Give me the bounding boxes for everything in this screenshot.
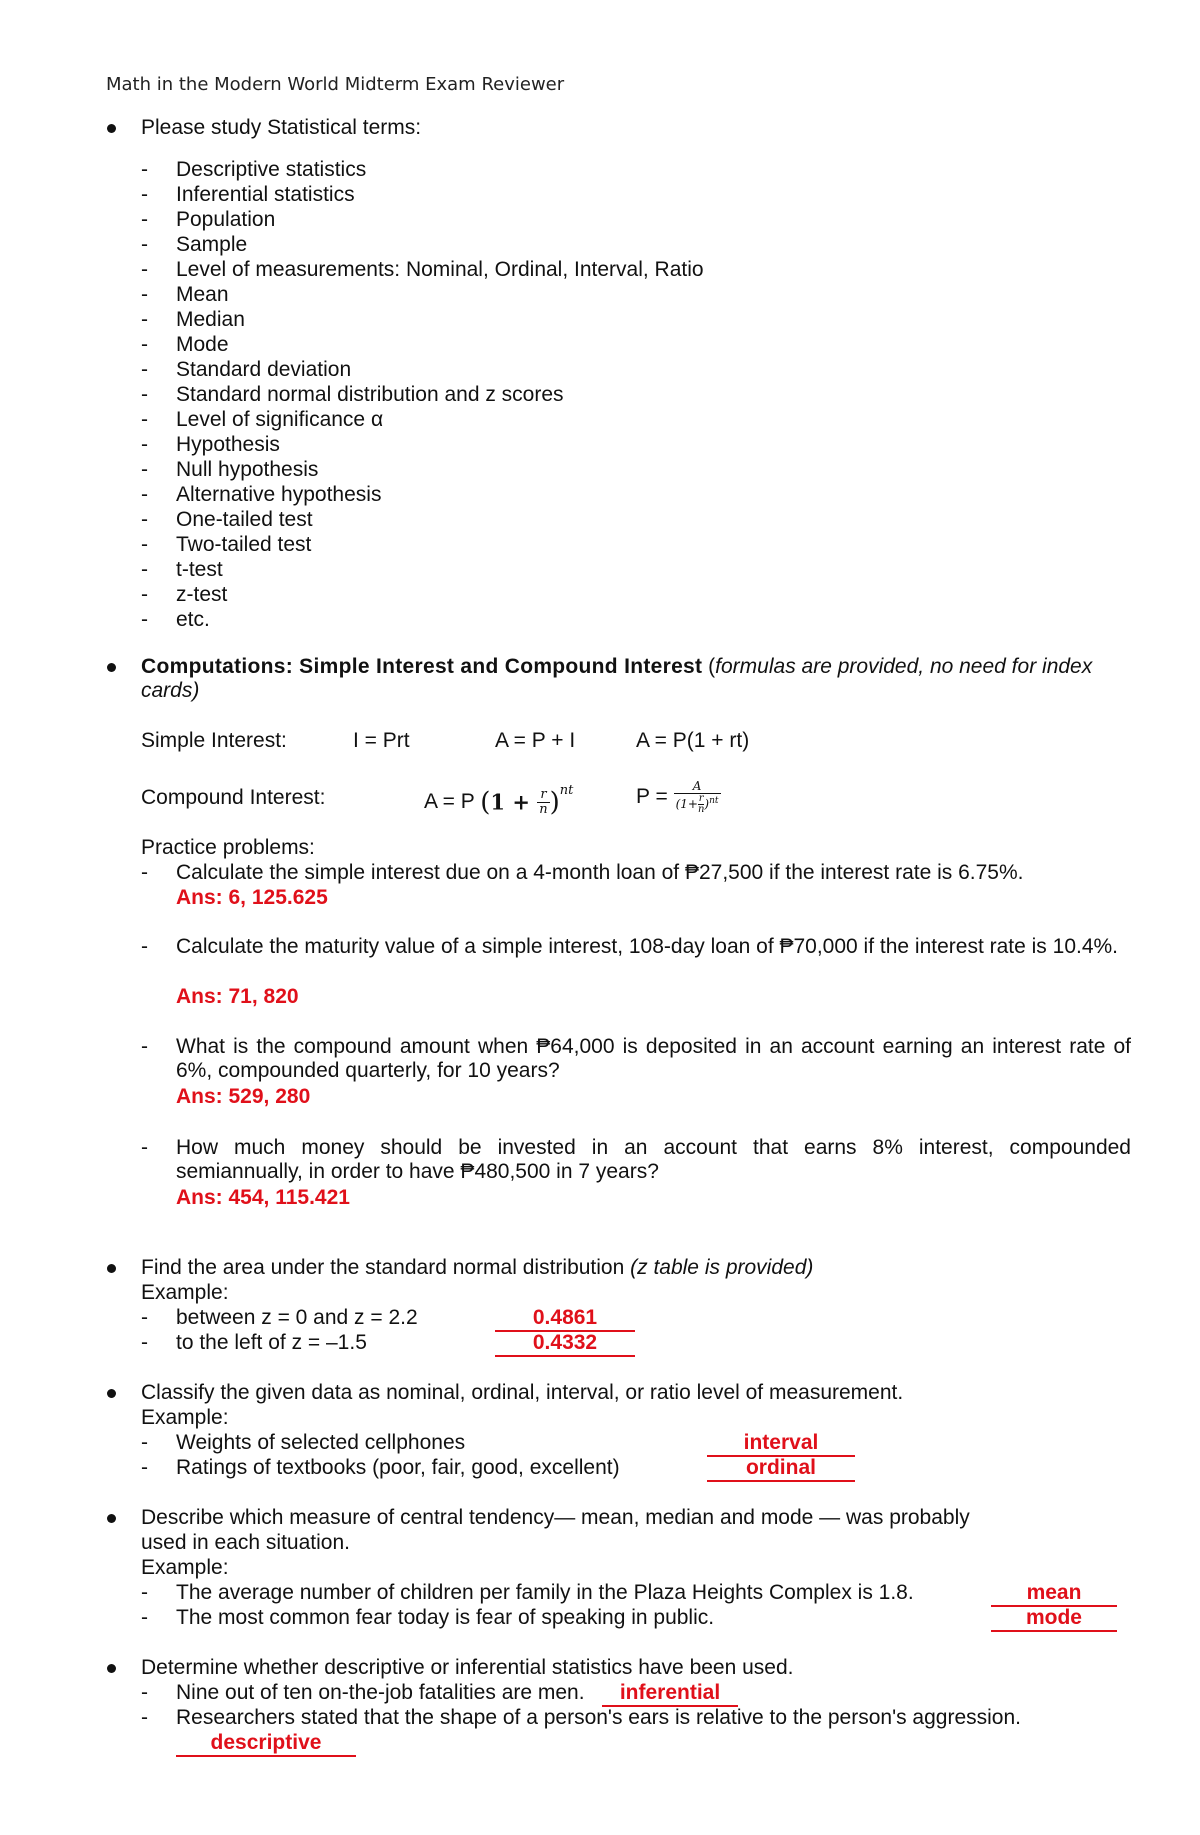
compound-formula-2 <box>636 772 721 822</box>
item-text: Researchers stated that the shape of a person's ears is relative to the person's aggression. <box>176 1706 1021 1729</box>
dash-marker: - <box>141 533 148 556</box>
problem-answer: Ans: 529, 280 <box>176 1085 311 1108</box>
problem-text: Calculate the simple interest due on a 4-month loan of ₱27,500 if the interest rate is 6.75%. <box>176 861 1024 884</box>
dash-marker: - <box>141 308 148 331</box>
dash-marker: - <box>141 935 148 958</box>
bullet-icon <box>107 1264 116 1273</box>
section3-intro-plain: Find the area under the standard normal distribution <box>141 1256 631 1279</box>
section5-intro-line2: used in each situation. <box>141 1531 350 1554</box>
dash-marker: - <box>141 608 148 631</box>
fraction-present-value: A (1+ $\frac{r}{n}$ )$^{nt}$ <box>675 779 719 816</box>
term-item: Median <box>176 308 245 331</box>
term-item: Two-tailed test <box>176 533 312 556</box>
term-item: Inferential statistics <box>176 183 355 206</box>
computations-heading <box>141 655 1092 679</box>
dash-marker: - <box>141 558 148 581</box>
problem-answer: Ans: 6, 125.625 <box>176 886 328 909</box>
dash-marker: - <box>141 358 148 381</box>
answer-blank: 0.4861 <box>495 1306 635 1332</box>
dash-marker: - <box>141 383 148 406</box>
problem-answer: Ans: 454, 115.421 <box>176 1186 350 1209</box>
compound-interest-label: Compound Interest: <box>141 786 326 809</box>
dash-marker: - <box>141 458 148 481</box>
term-item: Population <box>176 208 276 231</box>
dash-marker: - <box>141 861 148 884</box>
item-text: between z = 0 and z = 2.2 <box>176 1306 418 1329</box>
term-item: Standard deviation <box>176 358 352 381</box>
item-text: Nine out of ten on-the-job fatalities are men. <box>176 1681 585 1704</box>
section1-intro: Please study Statistical terms: <box>141 116 422 139</box>
simple-formula-1: I = Prt <box>353 729 410 752</box>
dash-marker: - <box>141 433 148 456</box>
item-text: Ratings of textbooks (poor, fair, good, excellent) <box>176 1456 620 1479</box>
term-item: Level of significance α <box>176 408 384 431</box>
section3-intro-italic: (z table is provided) <box>630 1256 814 1279</box>
answer-blank: interval <box>707 1431 855 1457</box>
simple-interest-label: Simple Interest: <box>141 729 287 752</box>
bullet-icon <box>107 663 116 672</box>
answer-blank: 0.4332 <box>495 1331 635 1357</box>
practice-label: Practice problems: <box>141 836 315 859</box>
term-item: t-test <box>176 558 223 581</box>
section3-intro <box>141 1256 813 1280</box>
term-item: etc. <box>176 608 210 631</box>
item-text: to the left of z = –1.5 <box>176 1331 367 1354</box>
compound-f2-prefix: P = <box>636 785 668 808</box>
dash-marker: - <box>141 583 148 606</box>
problem-text: Calculate the maturity value of a simple interest, 108-day loan of ₱70,000 if the interest rate is 10.4%. <box>176 935 1119 958</box>
computations-heading-bold: Computations: Simple Interest and Compound Interest <box>141 655 703 678</box>
term-item: Hypothesis <box>176 433 280 456</box>
dash-marker: - <box>141 208 148 231</box>
bullet-icon <box>107 124 116 133</box>
term-item: Sample <box>176 233 248 256</box>
term-item: One-tailed test <box>176 508 313 531</box>
problem-answer: Ans: 71, 820 <box>176 985 299 1008</box>
dash-marker: - <box>141 333 148 356</box>
term-item: Mode <box>176 333 229 356</box>
answer-blank: descriptive <box>176 1731 356 1757</box>
example-label: Example: <box>141 1281 229 1304</box>
simple-formula-3: A = P(1 + rt) <box>636 729 750 752</box>
term-item: Mean <box>176 283 229 306</box>
problem-text: How much money should be invested in an account that earns 8% interest, compounded semiannually, in order to have ₱480,500 in 7 years? <box>176 1136 1131 1183</box>
bullet-icon <box>107 1664 116 1673</box>
term-item: Standard normal distribution and z scores <box>176 383 564 406</box>
answer-blank: ordinal <box>707 1456 855 1482</box>
dash-marker: - <box>141 1581 148 1604</box>
answer-blank: mode <box>991 1606 1117 1632</box>
dash-marker: - <box>141 1306 148 1329</box>
term-item: Level of measurements: Nominal, Ordinal, Interval, Ratio <box>176 258 704 281</box>
problem-text: What is the compound amount when ₱64,000 is deposited in an account earning an interest rate of 6%, compounded quarterly, for 10 years? <box>176 1035 1131 1082</box>
compound-f1-expression: ( <box>480 787 491 818</box>
item-text: Weights of selected cellphones <box>176 1431 466 1454</box>
term-item: Alternative hypothesis <box>176 483 382 506</box>
dash-marker: - <box>141 283 148 306</box>
dash-marker: - <box>141 483 148 506</box>
bullet-icon <box>107 1389 116 1398</box>
dash-marker: - <box>141 258 148 281</box>
term-item: Descriptive statistics <box>176 158 367 181</box>
dash-marker: - <box>141 1431 148 1454</box>
compound-f1-prefix: A = P <box>424 790 475 813</box>
simple-formula-2: A = P + I <box>495 729 576 752</box>
dash-marker: - <box>141 1606 148 1629</box>
example-label: Example: <box>141 1556 229 1579</box>
dash-marker: - <box>141 1035 148 1058</box>
heading-italic-1: formulas are provided, no need for index <box>715 655 1093 678</box>
dash-marker: - <box>141 183 148 206</box>
answer-blank: inferential <box>602 1681 738 1707</box>
item-text: The average number of children per family in the Plaza Heights Complex is 1.8. <box>176 1581 914 1604</box>
dash-marker: - <box>141 1331 148 1354</box>
heading-paren: ( <box>702 655 716 678</box>
example-label: Example: <box>141 1406 229 1429</box>
dash-marker: - <box>141 408 148 431</box>
dash-marker: - <box>141 508 148 531</box>
section5-intro-line1: Describe which measure of central tendency— mean, median and mode — was probably <box>141 1506 970 1529</box>
bullet-icon <box>107 1514 116 1523</box>
dash-marker: - <box>141 1136 148 1159</box>
item-text: The most common fear today is fear of speaking in public. <box>176 1606 715 1629</box>
dash-marker: - <box>141 1456 148 1479</box>
section4-intro: Classify the given data as nominal, ordinal, interval, or ratio level of measurement. <box>141 1381 904 1404</box>
term-item: z-test <box>176 583 228 606</box>
dash-marker: - <box>141 158 148 181</box>
heading-italic-2: cards) <box>141 679 200 702</box>
answer-blank: mean <box>991 1581 1117 1607</box>
fraction-r-over-n: $\frac{r}{n}$ <box>539 786 548 817</box>
page-title: Math in the Modern World Midterm Exam Reviewer <box>106 74 565 95</box>
dash-marker: - <box>141 1681 148 1704</box>
dash-marker: - <box>141 233 148 256</box>
compound-formula-1: A = P (1 + $\frac{r}{n}$ )$^{nt}$ <box>424 783 574 818</box>
term-item: Null hypothesis <box>176 458 319 481</box>
section6-intro: Determine whether descriptive or inferential statistics have been used. <box>141 1656 794 1679</box>
dash-marker: - <box>141 1706 148 1729</box>
